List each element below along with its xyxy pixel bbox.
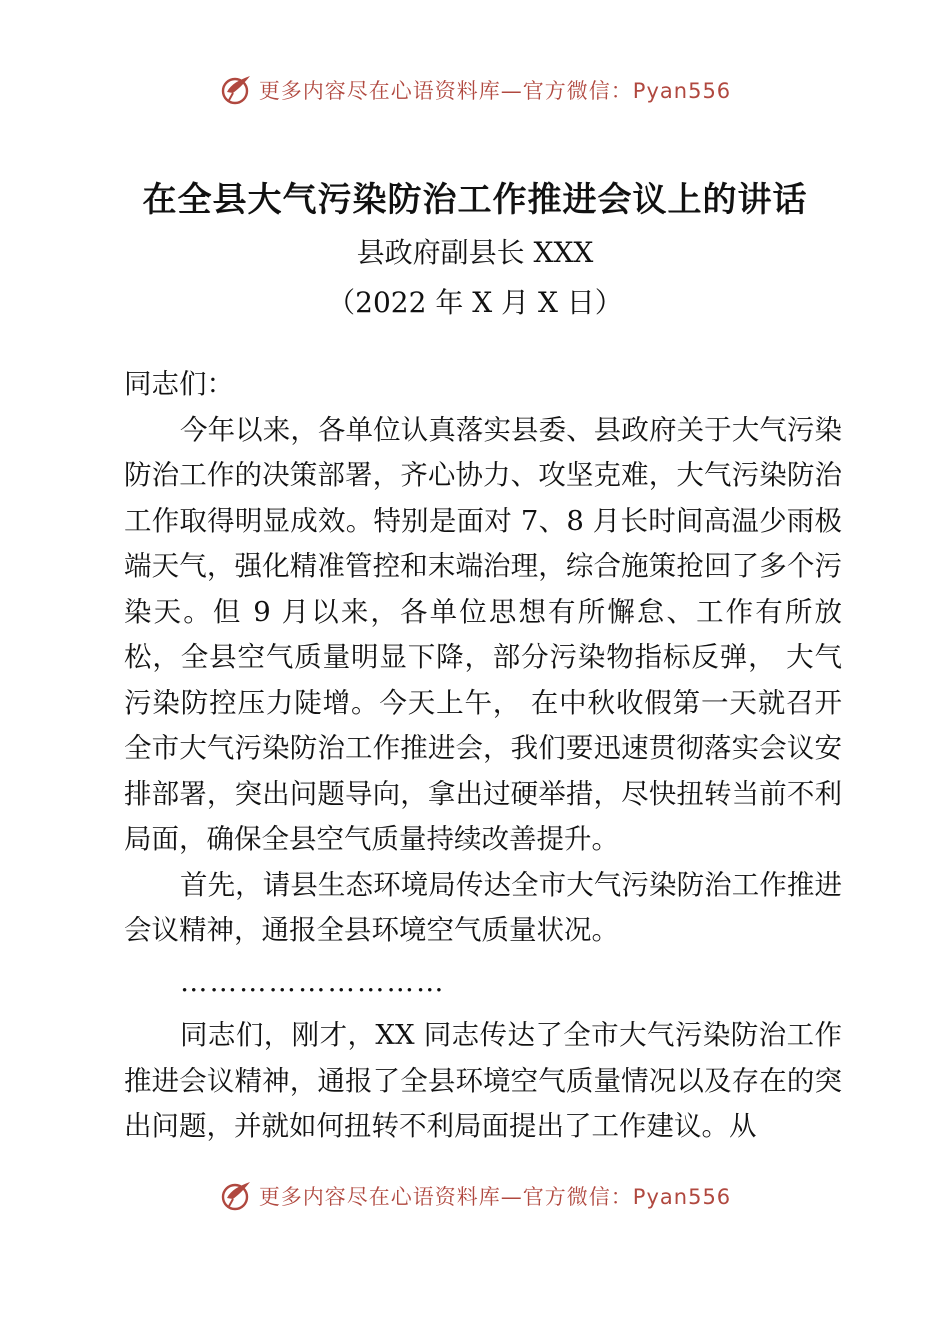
speech-date: （2022 年 X 月 X 日） bbox=[327, 286, 623, 319]
watermark-text: 更多内容尽在心语资料库—官方微信：Pyan556 bbox=[258, 79, 732, 103]
document-body bbox=[124, 362, 842, 1150]
paragraph-3: 同志们，刚才，XX 同志传达了全市大气污染防治工作推进会议精神，通报了全县环境空气质量情况以及存在的突出问题，并就如何扭转不利局面提出了工作建议。从 bbox=[124, 1019, 842, 1142]
watermark-footer bbox=[0, 1178, 950, 1214]
speaker-byline: 县政府副县长 XXX bbox=[356, 236, 594, 269]
paragraph-1: 今年以来，各单位认真落实县委、县政府关于大气污染防治工作的决策部署，齐心协力、攻坚克难，大气污染防治工作取得明显成效。特别是面对 7、8 月长时间高温少雨极端天气，强化精准管控和末端治理，综合施策抢回了多个污染天。但 9 月以来，各单位思想有所懈怠、工作有所放松，全县空气质量明显下降，部分污染物指标反弹， 大气污染防控压力陡增。今天上午， 在中秋收假第一天就召开全市大气污染防治工作推进会，我们要迅速贯彻落实会议安排部署，突出问题导向，拿出过硬举措，尽快扭转当前不利局面，确保全县空气质量持续改善提升。 bbox=[124, 413, 842, 855]
paragraph-2: 首先，请县生态环境局传达全市大气污染防治工作推进会议精神，通报全县环境空气质量状况。 bbox=[124, 868, 842, 946]
quill-logo-icon bbox=[219, 1178, 255, 1214]
salutation: 同志们： bbox=[124, 368, 234, 400]
document-title: 在全县大气污染防治工作推进会议上的讲话 bbox=[142, 180, 808, 220]
watermark-header bbox=[0, 72, 950, 108]
omission-ellipsis: ……………………… bbox=[180, 965, 446, 998]
quill-logo-icon bbox=[219, 72, 255, 108]
watermark-text: 更多内容尽在心语资料库—官方微信：Pyan556 bbox=[258, 1185, 732, 1209]
